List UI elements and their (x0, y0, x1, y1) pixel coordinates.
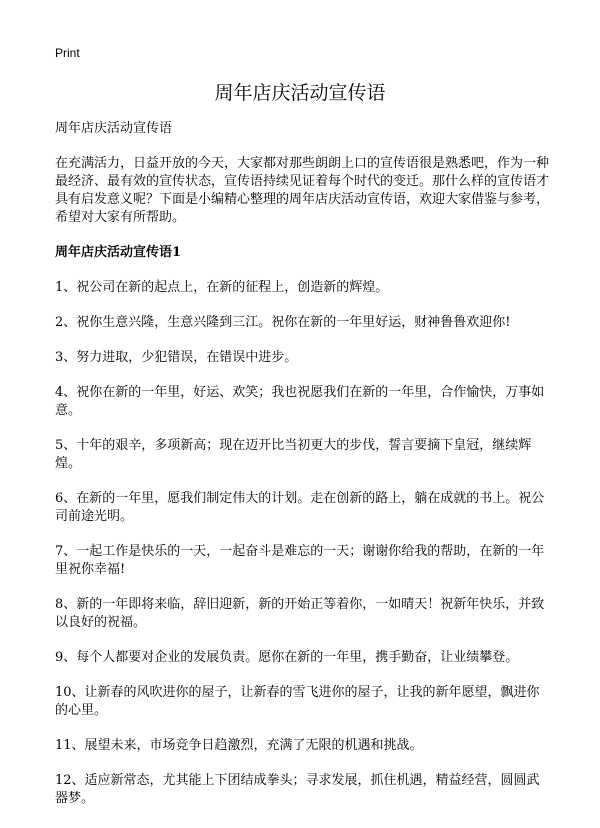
list-item: 11、展望未来，市场竞争日趋激烈，充满了无限的机遇和挑战。 (55, 738, 423, 753)
list-item: 10、让新春的风吹进你的屋子，让新春的雪飞进你的屋子，让我的新年愿望，飘进你的心里。 (55, 685, 540, 718)
list-item: 1、祝公司在新的起点上，在新的征程上，创造新的辉煌。 (55, 280, 389, 295)
list-item: 4、祝你在新的一年里，好运、欢笑；我也祝愿我们在新的一年里，合作愉快，万事如意。 (55, 385, 545, 418)
page-title: 周年店庆活动宣传语 (214, 82, 386, 104)
list-item: 9、每个人都要对企业的发展负责。愿你在新的一年里，携手勤奋，让业绩攀登。 (55, 650, 519, 665)
document-subtitle: 周年店庆活动宣传语 (55, 121, 173, 136)
list-item: 6、在新的一年里，愿我们制定伟大的计划。走在创新的路上，躺在成就的书上。祝公司前途光明。 (55, 491, 545, 524)
list-item: 8、新的一年即将来临，辞旧迎新，新的开始正等着你，一如晴天！祝新年快乐，并致以良好的祝福。 (55, 597, 545, 630)
intro-paragraph: 在充满活力，日益开放的今天，大家都对那些朗朗上口的宣传语很是熟悉吧，作为一种最经济、最有效的宣传状态，宣传语持续见证着每个时代的变迁。那什么样的宣传语才具有启发意义呢？下面是小编精心整理的周年店庆活动宣传语，欢迎大家借鉴与参考，希望对大家有所帮助。 (55, 156, 550, 225)
list-item: 3、努力进取，少犯错误，在错误中进步。 (55, 350, 298, 365)
list-item: 5、十年的艰辛，多项新高；现在迈开比当初更大的步伐，誓言要摘下皇冠，继续辉煌。 (55, 438, 532, 471)
list-item: 12、适应新常态，尤其能上下团结成拳头；寻求发展，抓住机遇，精益经营，圆圆武器梦。 (55, 773, 540, 806)
list-item: 2、祝你生意兴隆，生意兴隆到三江。祝你在新的一年里好运，财神鲁鲁欢迎你! (55, 315, 511, 330)
document-body (55, 120, 551, 825)
list-item: 7、一起工作是快乐的一天，一起奋斗是难忘的一天；谢谢你给我的帮助，在新的一年里祝你幸福! (55, 544, 545, 577)
print-link[interactable]: Print (55, 46, 80, 60)
section-heading: 周年店庆活动宣传语1 (55, 245, 182, 260)
